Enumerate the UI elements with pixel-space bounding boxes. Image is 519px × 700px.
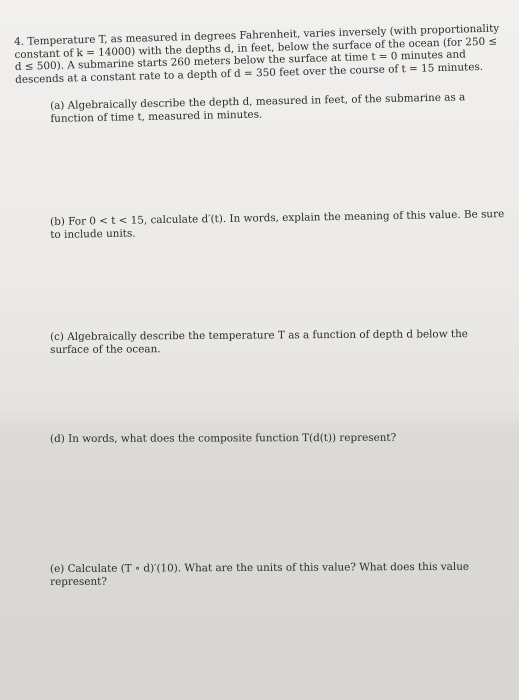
part-d: (d) In words, what does the composite function T(d(t)) represent?: [50, 431, 397, 445]
part-b: (b) For 0 < t < 15, calculate d′(t). In words, explain the meaning of this value. Be sure to include units.: [50, 208, 505, 241]
part-c: (c) Algebraically describe the temperature T as a function of depth d below the surface of the ocean.: [50, 328, 468, 356]
part-e: (e) Calculate (T ∘ d)′(10). What are the units of this value? What does this value represent?: [50, 560, 470, 588]
part-a: (a) Algebraically describe the depth d, measured in feet, of the submarine as a function of time t, measured in minutes.: [50, 91, 466, 125]
problem-statement: 4. Temperature T, as measured in degrees Fahrenheit, varies inversely (with proportionality constant of k = 14000) with the depths d, in feet, below the surface of the ocean (for 250 ≤ d ≤ 500). A submarine starts 260 meters below the surface at time t = 0 minutes and descends at a constant rate to a depth of d = 350 feet over the course of t = 15 minutes.: [14, 22, 500, 86]
